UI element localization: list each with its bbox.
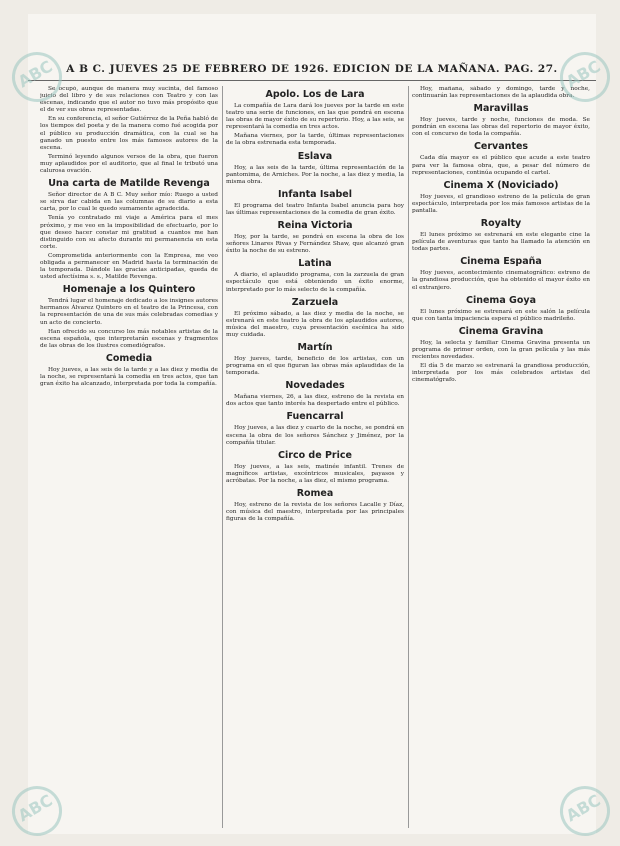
paragraph: Señor director de A B C. Muy señor mío: Ruego a usted se sirva dar cabida en las columnas de su diario a esta carta, por lo cual le quedo sumamente agradecida.: [40, 192, 218, 213]
paragraph: Hoy jueves, a las seis de la tarde y a las diez y media de la noche, se representará la comedia en tres actos, que tan gran éxito ha alcanzado, interpretada por toda la compañía.: [40, 366, 218, 388]
paragraph: Mañana viernes, 26, a las diez, estreno de la revista en dos actos que tanto interés ha despertado entre el público.: [226, 394, 404, 408]
paragraph: Hoy jueves, tarde y noche, funciones de moda. Se pondrán en escena las obras del repertorio de mayor éxito, con el concurso de toda la compañía.: [412, 117, 590, 138]
paragraph: A diario, el aplaudido programa, con la zarzuela de gran espectáculo que está obteniendo un éxito enorme, interpretado por lo más selecto de la compañía.: [226, 272, 404, 293]
paragraph: Se ocupó, aunque de manera muy sucinta, del famoso juicio del libro y de sus relaciones con Teatro y con las escenas, indicando que el autor no tuvo más propósito que el de ver sus obras representadas.: [40, 86, 218, 114]
section-heading: Romea: [296, 488, 334, 499]
section-heading: Una carta de Matilde Revenga: [48, 178, 210, 190]
paragraph: El lunes próximo se estrenará en este salón la película que con tanta impaciencia espera el público madrileño.: [412, 308, 590, 322]
section-heading: Comedia: [105, 352, 153, 364]
column-1: [40, 86, 218, 828]
paragraph: Hoy, la selecta y familiar Cinema Gravina presenta un programa de primer orden, con la gran película y las más recientes novedades.: [412, 339, 590, 360]
section-heading: Martín: [297, 341, 333, 353]
section-heading: Homenaje a los Quintero: [62, 284, 196, 296]
section-heading: Cinema España: [460, 256, 542, 268]
section-heading: Novedades: [285, 380, 345, 392]
section-heading: Cinema Gravina: [458, 325, 544, 337]
section-heading: Cinema Goya: [466, 294, 536, 306]
section-heading: Circo de Price: [278, 449, 352, 461]
paragraph: Terminó leyendo algunos versos de la obra, que fueron muy aplaudidos por el auditorio, que al final le tributó una calurosa ovación.: [40, 153, 218, 175]
section-heading: Zarzuela: [291, 296, 339, 308]
paragraph: Hoy jueves, a las seis, matinée infantil. Trenes de magníficos artistas, excéntricos musicales, payasos y acróbatas. Por la noche, a las diez, el mismo programa.: [226, 463, 404, 484]
paragraph: Hoy, estreno de la revista de los señores Lacalle y Díaz, con música del maestro, interpretada por las principales figuras de la compañía.: [226, 502, 404, 523]
section-heading: Cervantes: [473, 141, 529, 153]
paragraph: El programa del teatro Infanta Isabel anuncia para hoy las últimas representaciones de la comedia de gran éxito.: [226, 202, 404, 216]
paragraph: La compañía de Lara dará los jueves por la tarde en este teatro una serie de funciones, en las que pondrá en escena las obras de mayor éxito de su repertorio. Hoy, a las seis, se representará la comedia en tres actos.: [226, 103, 404, 131]
paragraph: Hoy, a las seis de la tarde, última representación de la pantomima, de Arniches. Por la noche, a las diez y media, la misma obra.: [226, 164, 404, 185]
paragraph: Tendrá lugar el homenaje dedicado a los insignes autores hermanos Álvarez Quintero en el teatro de la Princesa, con la representación de una de sus más celebradas comedias y un acto de concierto.: [40, 298, 218, 326]
section-heading: Royalty: [480, 218, 522, 230]
paragraph: Hoy jueves, a las diez y cuarto de la noche, se pondrá en escena la obra de los señores Sánchez y Jiménez, por la compañía titular.: [226, 425, 404, 446]
paragraph: Hoy, por la tarde, se pondrá en escena la obra de los señores Linares Rivas y Fernández Shaw, que alcanzó gran éxito la noche de su estreno.: [226, 234, 404, 255]
watermark-stamp: ABC: [3, 43, 71, 111]
paragraph: Comprometida anteriormente con la Empresa, me veo obligada a permanecer en Madrid hasta la terminación de la temporada. Dándole las gracias anticipadas, queda de usted afectísima s. s., Matilde Revenga.: [40, 252, 218, 281]
paragraph: Mañana viernes, por la tarde, últimas representaciones de la obra estrenada esta temporada.: [226, 133, 404, 147]
paragraph: Hoy jueves, acontecimiento cinematográfico: estreno de la grandiosa producción, que ha obtenido el mayor éxito en el extranjero.: [412, 270, 590, 291]
column-2: [226, 86, 404, 828]
paragraph: Hoy, mañana, sábado y domingo, tarde y noche, continuarán las representaciones de la aplaudida obra.: [412, 86, 590, 100]
column-rule: [408, 86, 409, 828]
section-heading: Cinema X (Noviciado): [443, 179, 559, 191]
column-3: [412, 86, 590, 828]
paragraph: El día 5 de marzo se estrenará la grandiosa producción, interpretada por los más celebrados artistas del cinematógrafo.: [412, 363, 590, 384]
section-heading: Infanta Isabel: [278, 188, 352, 200]
paragraph: El próximo sábado, a las diez y media de la noche, se estrenará en este teatro la obra de los aplaudidos autores, música del maestro, cuya presentación escénica ha sido muy cuidada.: [226, 310, 404, 338]
paragraph: Hoy jueves, el grandioso estreno de la película de gran espectáculo, interpretada por los más famosos artistas de la pantalla.: [412, 193, 590, 214]
paragraph: Hoy jueves, tarde, beneficio de los artistas, con un programa en el que figuran las obras más aplaudidas de la temporada.: [226, 355, 404, 377]
paragraph: En su conferencia, el señor Gutiérrez de la Peña habló de los tiempos del poeta y de la manera como fué acogida por el público su producción dramática, con la cual se ha ganado un puesto entre los más famosos autores de la escena.: [40, 116, 218, 151]
paragraph: El lunes próximo se estrenará en este elegante cine la película de aventuras que tanto ha llamado la atención en todas partes.: [412, 232, 590, 253]
section-heading: Maravillas: [473, 103, 529, 115]
paragraph: Cada día mayor es el público que acude a este teatro para ver la famosa obra, que, a pesar del número de representaciones, continúa ocupando el cartel.: [412, 155, 590, 176]
section-heading: Apolo. Los de Lara: [265, 89, 365, 100]
section-heading: Reina Victoria: [277, 220, 353, 232]
watermark-stamp: ABC: [551, 777, 619, 845]
section-heading: Eslava: [297, 150, 333, 162]
paragraph: Han ofrecido su concurso los más notables artistas de la escena española, que interpretarán escenas y fragmentos de las obras de los ilustres comediógrafos.: [40, 328, 218, 349]
newspaper-page: [28, 14, 596, 834]
column-rule: [222, 86, 223, 828]
watermark-stamp: ABC: [551, 43, 619, 111]
page-header: A B C. JUEVES 25 DE FEBRERO DE 1926. EDICION DE LA MAÑANA. PAG. 27.: [28, 60, 596, 81]
section-heading: Latina: [298, 258, 332, 270]
section-heading: Fuencarral: [286, 411, 344, 423]
watermark-stamp: ABC: [3, 777, 71, 845]
paragraph: Tenía yo contratado mi viaje a América para el mes próximo, y me veo en la imposibilidad de efectuarlo, por lo que deseo hacer constar mi gratitud a cuantos me han distinguido con su afecto durante mi permanencia en esta corte.: [40, 215, 218, 250]
